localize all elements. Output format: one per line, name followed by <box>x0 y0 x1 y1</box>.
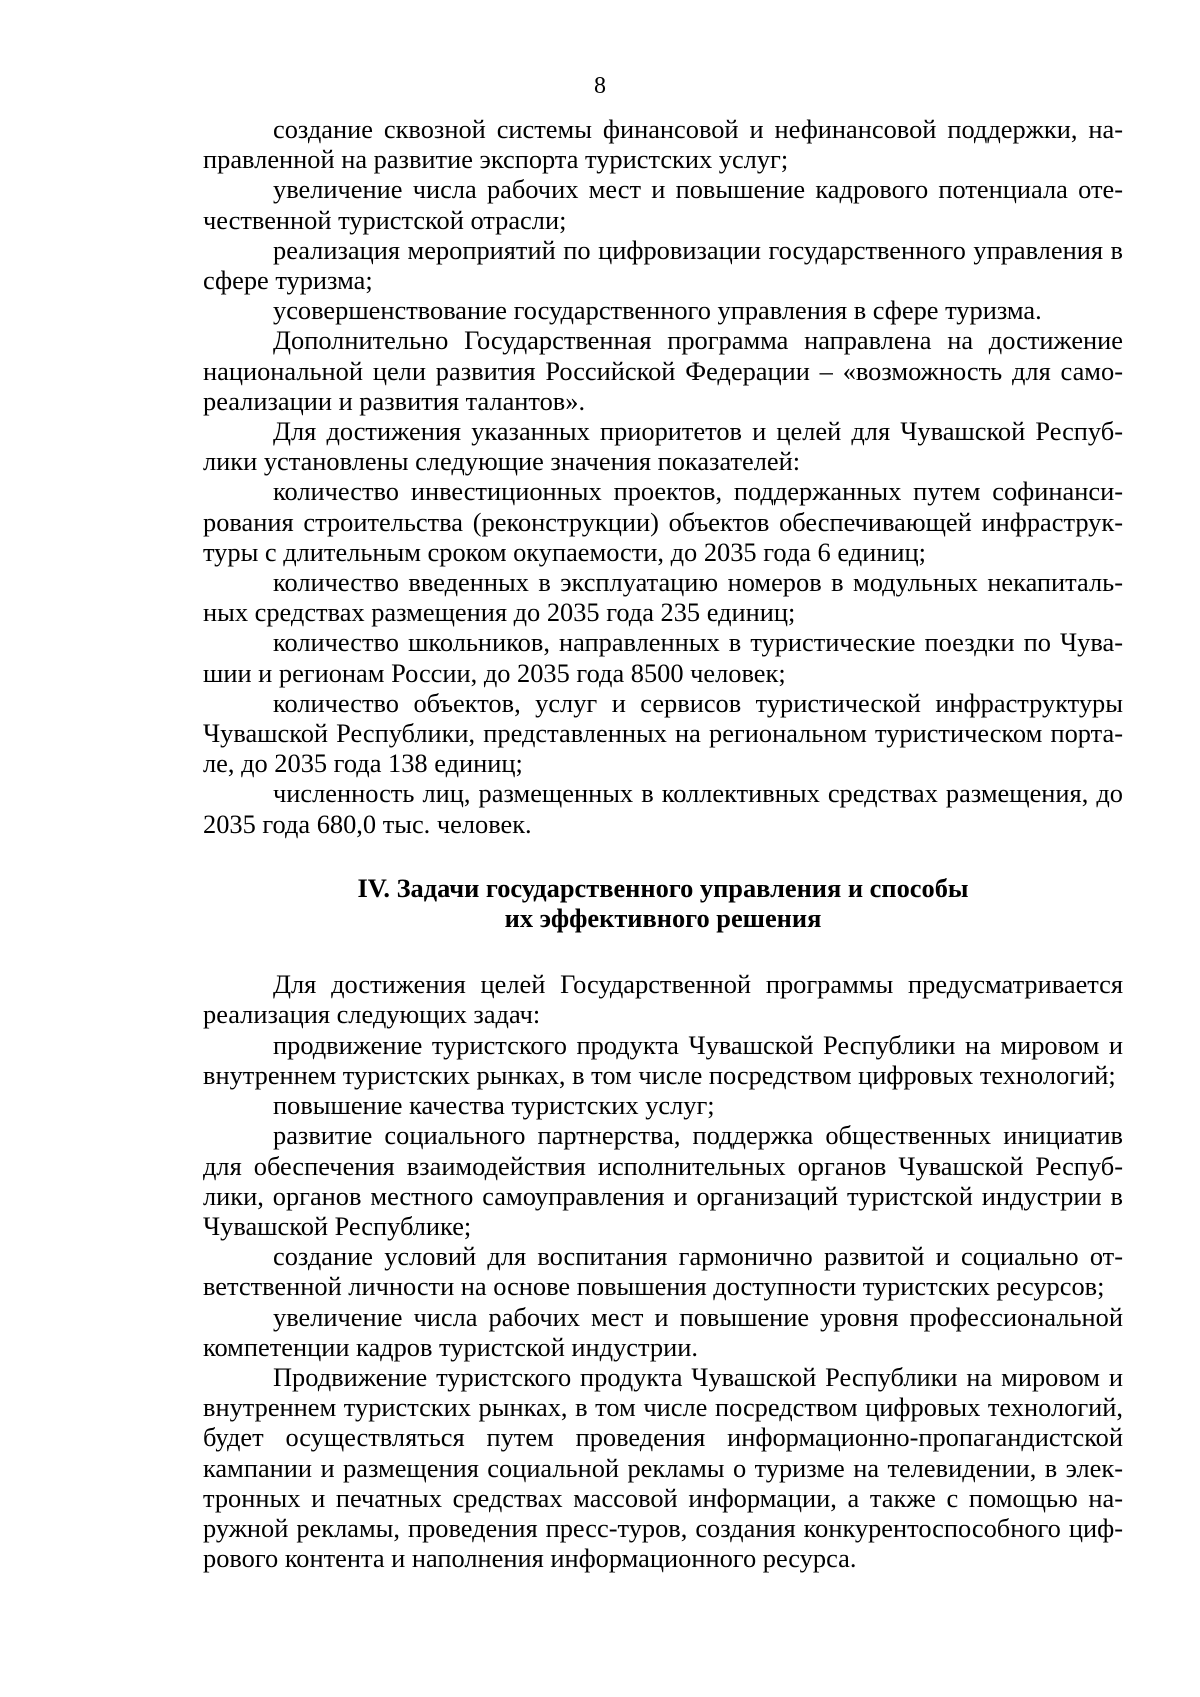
paragraph: усовершенствование государственного управления в сфере туризма. <box>273 295 1042 326</box>
paragraph: увеличение числа рабочих мест и повышение кадрового потенциала отечественной туристской отрасли; <box>203 174 1123 235</box>
document-body <box>203 114 1123 1573</box>
paragraph: создание условий для воспитания гармонично развитой и социально ответственной личности на основе повышения доступности туристских ресурсов; <box>203 1241 1123 1302</box>
page-number: 8 <box>594 73 606 99</box>
paragraph: Продвижение туристского продукта Чувашской Республики на мировом и внутреннем туристских рынках, в том числе посредством цифровых технологий, будет осуществляться путем проведения информационно-пропагандистской кампании и размещения социальной рекламы о туризме на телевидении, в электронных и печатных средствах массовой информации, а также с помощью наружной рекламы, проведения пресс-туров, создания конкурентоспособного цифрового контента и наполнения информационного ресурса. <box>203 1361 1123 1574</box>
section-heading-line-1: IV. Задачи государственного управления и способы <box>357 872 969 903</box>
paragraph: Для достижения целей Государственной программы предусматривается реализация следующих задач: <box>203 969 1123 1030</box>
paragraph: количество объектов, услуг и сервисов туристической инфраструктуры Чувашской Республики, представленных на региональном туристическом портале, до 2035 года 138 единиц; <box>203 687 1123 779</box>
paragraph: количество школьников, направленных в туристические поездки по Чувашии и регионам России, до 2035 года 8500 человек; <box>203 627 1123 688</box>
paragraph: повышение качества туристских услуг; <box>273 1090 715 1121</box>
paragraph: реализация мероприятий по цифровизации государственного управления в сфере туризма; <box>203 234 1123 296</box>
paragraph: развитие социального партнерства, поддержка общественных инициатив для обеспечения взаимодействия исполнительных органов Чувашской Республики, органов местного самоуправления и организаций туристской индустрии в Чувашской Республике; <box>203 1120 1123 1241</box>
section-heading <box>203 873 1123 933</box>
section-heading-line-2: их эффективного решения <box>504 903 822 934</box>
paragraph: количество инвестиционных проектов, поддержанных путем софинансирования строительства (реконструкции) объектов обеспечивающей инфраструктуры с длительным сроком окупаемости, до 2035 года 6 единиц; <box>203 476 1123 567</box>
paragraph: создание сквозной системы финансовой и нефинансовой поддержки, направленной на развитие экспорта туристских услуг; <box>203 114 1123 175</box>
paragraph: увеличение числа рабочих мест и повышение уровня профессиональной компетенции кадров туристской индустрии. <box>203 1301 1123 1362</box>
paragraph: Для достижения указанных приоритетов и целей для Чувашской Республики установлены следующие значения показателей: <box>203 416 1123 477</box>
paragraph: продвижение туристского продукта Чувашской Республики на мировом и внутреннем туристских рынках, в том числе посредством цифровых технологий; <box>203 1029 1123 1090</box>
paragraph: Дополнительно Государственная программа направлена на достижение национальной цели развития Российской Федерации – «возможность для самореализации и развития талантов». <box>203 325 1123 416</box>
paragraph: численность лиц, размещенных в коллективных средствах размещения, до 2035 года 680,0 тыс. человек. <box>203 778 1123 839</box>
paragraph: количество введенных в эксплуатацию номеров в модульных некапитальных средствах размещения до 2035 года 235 единиц; <box>203 567 1123 628</box>
